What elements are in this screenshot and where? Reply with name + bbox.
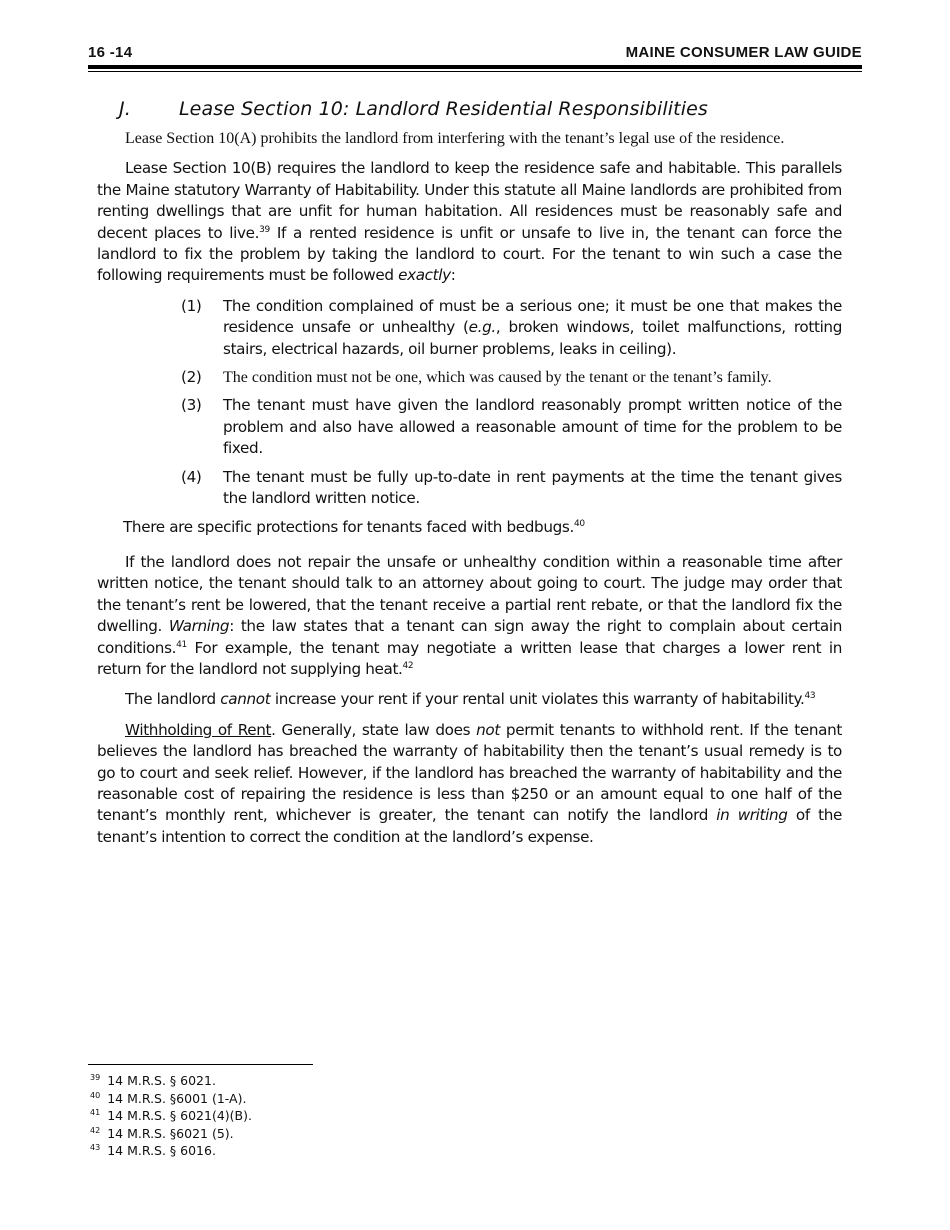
list-item: (4) The tenant must be fully up-to-date in rent payments at the time the tenant gives the landlord written notice.: [181, 467, 842, 508]
footnote-ref[interactable]: 41: [176, 639, 187, 650]
list-item: (2) The condition must not be one, which was caused by the tenant or the tenant’s family.: [97, 367, 842, 388]
paragraph-quiet-use: Lease Section 10(A) prohibits the landlord from interfering with the tenant’s legal use of the residence.: [125, 130, 785, 147]
footnote: $^{43}$ 14 M.R.S. § 6016.: [90, 1143, 216, 1158]
running-title: MAINE CONSUMER LAW GUIDE: [625, 44, 862, 61]
section-letter: J.: [119, 98, 131, 120]
list-number: (4): [181, 467, 202, 486]
page-header: [88, 44, 862, 64]
requirements-list: [97, 296, 842, 510]
paragraph-rent-increase: The landlord cannot increase your rent if your rental unit violates this warranty of habitability.$^{43}$: [125, 690, 816, 709]
footnote-ref[interactable]: 39: [259, 224, 270, 235]
section-title: Lease Section 10: Landlord Residential Responsibilities: [179, 98, 708, 120]
footnote: $^{41}$ 14 M.R.S. § 6021(4)(B).: [90, 1108, 252, 1123]
paragraph-withholding: Withholding of Rent. Generally, state law does not permit tenants to withhold rent. If the tenant believes the landlord has breached the warranty of habitability then the tenant’s usual remedy is to go to court and seek relief. However, if the landlord has breached the warranty of habitability and the reasonable cost of repairing the residence is less than $250 or an amount equal to one half of the tenant’s monthly rent, whichever is greater, the tenant can notify the landlord in writing of the tenant’s intention to correct the condition at the landlord’s expense.: [97, 720, 843, 846]
body-content: [97, 96, 842, 857]
header-rule-thin: [88, 71, 862, 72]
list-number: (1): [181, 296, 202, 315]
footnotes: [90, 1072, 252, 1160]
header-rule-thick: [88, 65, 862, 69]
footnote: $^{42}$ 14 M.R.S. §6021 (5).: [90, 1125, 234, 1141]
footnote-ref[interactable]: 40: [573, 518, 585, 529]
footnote: $^{39}$ 14 M.R.S. § 6021.: [90, 1073, 216, 1088]
list-number: (3): [181, 396, 202, 415]
page-number: 16 -14: [88, 44, 133, 61]
footnote-separator: [88, 1064, 313, 1065]
footnote-ref[interactable]: 43: [804, 691, 816, 702]
paragraph-repair: If the landlord does not repair the unsafe or unhealthy condition within a reasonable time after written notice, the tenant should talk to an attorney about going to court. The judge may order that the tenant’s rent be lowered, that the tenant receive a partial rent rebate, or that the landlord fix the dwelling. Warning: the law states that a tenant can sign away the right to complain about certain conditions.$^{41}$ For example, the tenant may negotiate a written lease that charges a lower rent in return for the landlord not supplying heat.$^{42}$: [97, 552, 842, 678]
list-number: (2): [181, 368, 202, 387]
list-item: (1) The condition complained of must be a serious one; it must be one that makes the residence unsafe or unhealthy (e.g., broken windows, toilet malfunctions, rotting stairs, electrical hazards, oil burner problems, leaks in ceiling).: [181, 296, 843, 358]
paragraph-habitability: Lease Section 10(B) requires the landlord to keep the residence safe and habitable. This parallels the Maine statutory Warranty of Habitability. Under this statute all Maine landlords are prohibited from renting dwellings that are unfit for human habitation. All residences must be reasonably safe and decent places to live.$^{39}$ If a rented residence is unfit or unsafe to live in, the tenant can force the landlord to fix the problem by taking the landlord to court. For the tenant to win such a case the following requirements must be followed exactly:: [97, 159, 842, 285]
footnote-ref[interactable]: 42: [402, 660, 414, 671]
list-item: (3) The tenant must have given the landlord reasonably prompt written notice of the problem and also have allowed a reasonable amount of time for the problem to be fixed.: [181, 396, 842, 458]
paragraph-bedbugs: There are specific protections for tenants faced with bedbugs.$^{40}$: [123, 517, 585, 536]
section-heading: [119, 96, 842, 122]
footnote: $^{40}$ 14 M.R.S. §6001 (1-A).: [90, 1090, 247, 1106]
subheading-withholding: Withholding of Rent: [125, 720, 272, 739]
